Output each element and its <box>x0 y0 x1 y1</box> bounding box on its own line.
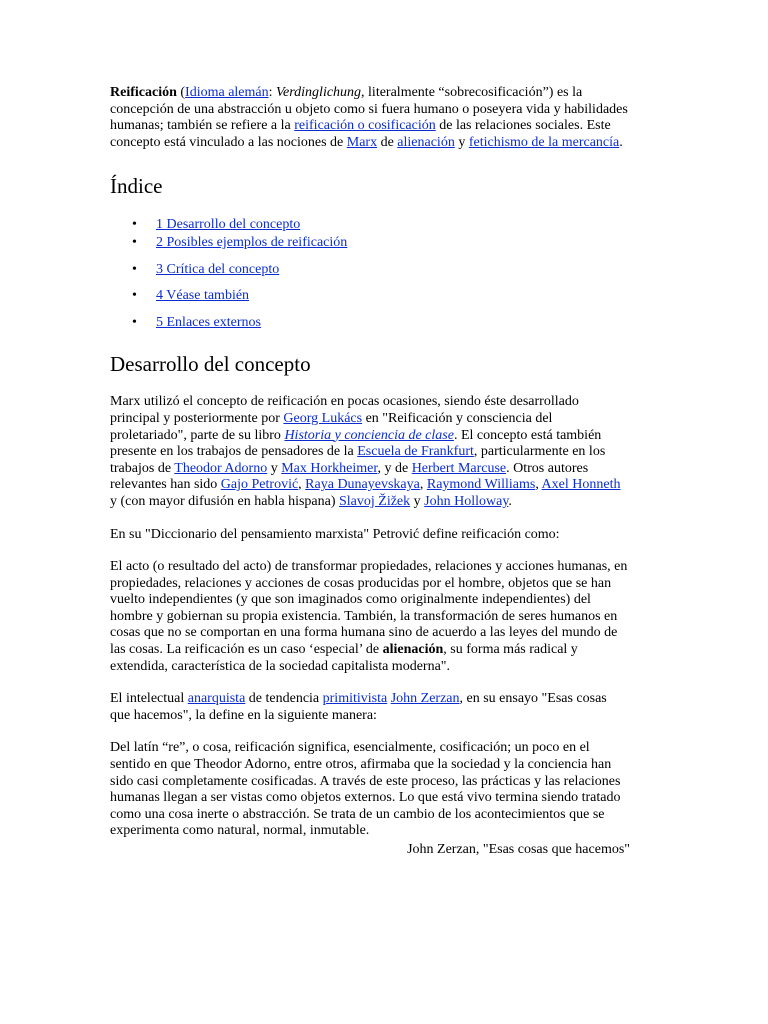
link-holloway[interactable]: John Holloway <box>424 493 509 509</box>
paragraph-zerzan-intro: El intelectual anarquista de tendencia primitivista John Zerzan, en su ensayo "Esas cosas que hacemos", la define en la siguiente manera: <box>110 691 607 723</box>
paragraph-zerzan-quote: Del latín “re”, o cosa, reificación significa, esencialmente, cosificación; un poco en el sentido en que Theodor Adorno, entre otros, afirmaba que la sociedad y la conciencia han sido casi completamente cosificadas. A través de este proceso, las prácticas y las relaciones humanas llegan a ser vistas como objetos externos. Lo que está vivo termina siendo tratado como una cosa inerte o abstracción. Se trata de un cambio de los acontecimientos que se experimenta como natural, normal, inmutable. <box>110 740 621 839</box>
toc-link-desarrollo[interactable]: 1 Desarrollo del concepto <box>156 217 301 233</box>
toc-heading: Índice <box>110 174 163 199</box>
link-williams[interactable]: Raymond Williams <box>426 477 536 493</box>
link-reificacion[interactable]: reificación o cosificación <box>294 118 436 134</box>
link-horkheimer[interactable]: Max Horkheimer <box>281 460 378 476</box>
link-adorno[interactable]: Theodor Adorno <box>174 460 268 476</box>
toc-link-critica[interactable]: 3 Crítica del concepto <box>156 261 280 277</box>
link-idioma-aleman[interactable]: Idioma alemán <box>185 85 269 100</box>
toc-item <box>156 262 630 279</box>
quote-attribution: John Zerzan, "Esas cosas que hacemos" <box>407 842 630 857</box>
toc-item <box>156 315 630 332</box>
intro-paragraph: Reificación (Idioma alemán: Verdinglichung, literalmente “sobrecosificación”) es la concepción de una abstracción u objeto como si fuera humano o poseyera vida y habilidades humanas; también se refiere a la reificación o cosificación de las relaciones sociales. Este concepto está vinculado a las nociones de Marx de alienación y fetichismo de la mercancía. <box>110 85 628 150</box>
toc-link-enlaces[interactable]: 5 Enlaces externos <box>156 314 261 330</box>
section-heading-desarrollo: Desarrollo del concepto <box>110 352 311 377</box>
bold-alienacion: alienación <box>382 642 444 658</box>
link-petrovic[interactable]: Gajo Petrović <box>220 477 299 493</box>
toc-item <box>156 235 630 252</box>
toc-item <box>156 217 630 234</box>
article-term: Reificación <box>110 85 177 100</box>
paragraph-definition-quote: El acto (o resultado del acto) de transformar propiedades, relaciones y acciones humanas, en propiedades, relaciones y acciones de cosas producidas por el hombre, objetos que se han vuelto independientes (y que son imaginados como originalmente independientes) del hombre y gobiernan su propia existencia. También, la transformación de seres humanos en cosas que no se comportan en una forma humana sino de acuerdo a las leyes del mundo de las cosas. La reificación es un caso ‘especial’ de alienación, su forma más radical y extendida, característica de la sociedad capitalista moderna". <box>110 559 628 674</box>
link-historia[interactable]: Historia y conciencia de clase <box>284 427 454 443</box>
link-dunayevskaya[interactable]: Raya Dunayevskaya <box>305 477 420 493</box>
link-zerzan[interactable]: John Zerzan <box>390 691 460 707</box>
paragraph-desarrollo: Marx utilizó el concepto de reificación en pocas ocasiones, siendo éste desarrollado principal y posteriormente por Georg Lukács en "Reificación y consciencia del proletariado", parte de su libro Historia y conciencia de clase. El concepto está también presente en los trabajos de pensadores de la Escuela de Frankfurt, particularmente en los trabajos de Theodor Adorno y Max Horkheimer, y de Herbert Marcuse. Otros autores relevantes han sido Gajo Petrović, Raya Dunayevskaya, Raymond Williams, Axel Honneth y (con mayor difusión en habla hispana) Slavoj Žižek y John Holloway. <box>110 394 621 509</box>
toc-item <box>156 288 630 305</box>
paragraph-petrovic-intro: En su "Diccionario del pensamiento marxista" Petrović define reificación como: <box>110 526 560 542</box>
link-lukacs[interactable]: Georg Lukács <box>283 410 363 426</box>
link-alienacion[interactable]: alienación <box>397 134 455 150</box>
link-honneth[interactable]: Axel Honneth <box>541 477 621 493</box>
link-fetichismo[interactable]: fetichismo de la mercancía <box>468 134 620 150</box>
german-word: Verdinglichung <box>276 85 362 100</box>
toc-link-ejemplos[interactable]: 2 Posibles ejemplos de reificación <box>156 234 348 250</box>
link-anarquista[interactable]: anarquista <box>187 691 246 707</box>
toc-link-vease[interactable]: 4 Véase también <box>156 288 250 304</box>
link-primitivista[interactable]: primitivista <box>322 691 388 707</box>
link-marx[interactable]: Marx <box>346 134 378 150</box>
article <box>110 85 630 859</box>
toc-list <box>110 217 630 331</box>
link-marcuse[interactable]: Herbert Marcuse <box>411 460 507 476</box>
link-frankfurt[interactable]: Escuela de Frankfurt <box>357 444 474 460</box>
link-zizek[interactable]: Slavoj Žižek <box>339 493 411 509</box>
